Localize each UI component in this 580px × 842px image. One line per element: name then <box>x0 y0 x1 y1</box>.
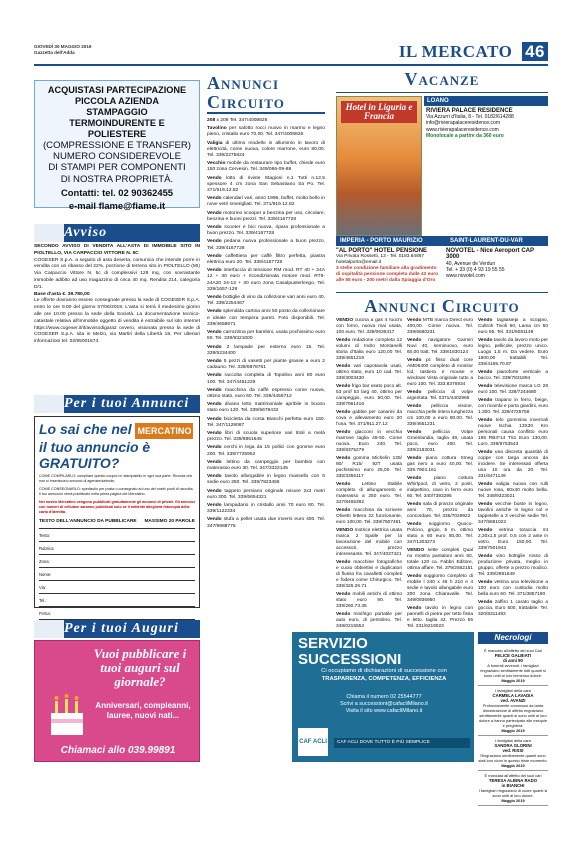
necrologio-age: di anni 90 <box>503 658 523 663</box>
list-item: Vendo zaffiro 1 carato taglio a goccia, Euro 500, trattabile. Tel. 320/8311483 <box>478 600 548 617</box>
heading-line1: Annunci <box>207 73 279 93</box>
list-item: Tavolino per salotto rocci nuovo in marmo e legno pieno, cristallo euro 70,00. Tel. 347/4008826 <box>207 126 325 138</box>
list-item: Vendo bicicletta da corsa Bianchi perfetta euro 150. Tel. 347/1129087 <box>207 416 325 428</box>
loano-bar: LOANO <box>424 96 548 106</box>
servizio-footer: CAF ACLI DOVE TUTTO È PIÙ SEMPLICE <box>334 738 470 748</box>
necrologio-date: Maggio 2019 <box>501 728 525 733</box>
list-item: Vendo tavolo allungabile in legno massello con 6 sedie euro 250. Tel. 339/7823456 <box>207 474 325 486</box>
list-item: Vendo trapano in ferro, beige, con ricambi e porta giardini, euro 1.300. Tel. 339/4725758 <box>478 398 548 415</box>
list-item: Vendo motorino scooper a benzina per uso, circolare, benzina e buoni prezzi. Tel. 339/4167728 <box>207 210 325 222</box>
page-number: 46 <box>522 42 548 61</box>
coupon-field-testo[interactable] <box>39 533 195 542</box>
list-item: Vendo mobili antichi di ottimo stato euro 90. Tel. 339/260.73.35 <box>336 592 402 609</box>
alporto-address: Via Privata Rossetti, 13 - Tel. 0183.64867 <box>336 254 425 259</box>
avviso-title-line: SECONDO AVVISO DI VENDITA ALL'ASTA DI IMMOBILE SITO IN PIOLTELLO, VIA CARPACCIO VITTORE N. 5C <box>34 244 200 256</box>
necrologio-age: ved. RISSI <box>502 748 524 753</box>
acq-line4: TERMOINDURENTE E POLIESTERE <box>69 118 165 139</box>
necrologio-age: ved. AVANZI <box>500 698 526 703</box>
list-item: Vendo tavolo da lavoro moto per legno, pellicole, prezzo unico. Luogo 1,5 m. Da vedere. Euro 1800,00 trattabili Tel. 339/4165.70.87 <box>478 338 548 367</box>
auguri-phone: Chiamaci allo 039.99891 <box>60 745 176 756</box>
field-label: Zona: <box>39 559 50 564</box>
list-item: Vendo tappeto persiano originale misure 2x3 metri euro 300. Tel. 339/6654321 <box>207 488 325 500</box>
servizio-website[interactable]: Visita il sito www.cafacliMilano.it <box>345 708 423 714</box>
list-item: Vendo minifrigo portatile per auto euro, di pentolino. Tel. 348/0215553 <box>336 612 402 628</box>
necrologio-entry <box>478 736 548 771</box>
auguri-headline: Vuoi pubblicare i tuoi auguri sul giornale? <box>93 646 187 689</box>
list-item: VENDO cucina a gas 4 fuochi con forno, nuova mai usata, 100 euro. Tel. 339/0636317 <box>336 318 402 335</box>
list-item: Vendo macchina da scrivere Olivetti lettera 22 funzionante, euro 100,00. Tel. 338/7607461 <box>336 508 402 525</box>
necrologio-age: in BIANCHI <box>501 783 525 788</box>
coupon-field-firma[interactable] <box>39 611 195 620</box>
acq-line3: STAMPAGGIO <box>86 107 148 117</box>
acq-line6: NUMERO CONSIDEREVOLE <box>53 151 181 163</box>
list-item: Vecchio mobile da restaurare tipo buffet, chiede euro 150 zona Cervesin. Tel. 349/066-09-88 <box>207 161 325 173</box>
mercatino-badge: MERCATINO <box>135 423 193 439</box>
coupon-field-tel[interactable] <box>39 598 195 607</box>
necrologio-lead: I famigliari della cara <box>495 738 531 743</box>
annunci-column-1 <box>336 318 402 628</box>
coupon-question <box>39 421 195 439</box>
list-item: Vendo vetrina una televisione a 100 euro con custodia molto bella euro 50. Tel. 371/3857190 <box>478 580 548 597</box>
hotel-label: Hotel in Liguria e Francia <box>341 101 417 123</box>
necrologio-date: Maggio 2019 <box>501 678 525 683</box>
coupon-instructions-1: COME COMPILARLO: compilare questo coupon in stampatello in ogni sua parte. Ricorda che non si inseriscono annunci di agenzie/aziende. <box>39 474 193 483</box>
loano-address: Via Azzurri d'Italia, 8 - Tel. 0182/614288 <box>426 114 514 121</box>
annunci-column-3 <box>478 318 548 628</box>
list-item: Vendo lotto di riviste Stagioni n.1 Tutti n.12.5 spessore 4 cm zona San Sebastiano Sa Po. Tel. 371/919.12.82 <box>207 175 325 194</box>
loano-email[interactable]: info@rivierapalaceresidence.com <box>426 120 500 127</box>
servizio-email[interactable]: Scrivi a successioni@cafacliMilano.it <box>340 701 428 707</box>
list-item: Vendo una discreta quantità di coppe con targa ancora da incidere. Se interessati offerta una 10 ora da 20. Tel. 331/6471149 <box>478 450 548 479</box>
acq-line2: PICCOLA AZIENDA <box>74 96 160 106</box>
issue-date: GIOVEDÌ 30 MAGGIO 2019 <box>34 44 92 49</box>
acq-line7: DI STAMPI PER COMPONENTI <box>48 162 186 174</box>
list-item: Vendo soggiorno Quoco-Polcino, grigio, 5 m. ottimo stato a 60 euro 80,00. Tel. 347/1303273 <box>407 522 473 545</box>
loano-ad <box>426 108 548 139</box>
list-item: Vendo piano cottura Whirlpool, di vetro, 2 posti, inalpettino, cavo in ferro euro 60. Tel. 340/7393295 <box>407 476 473 499</box>
list-item: VENDO motrice elettrica usata marca 2 Spalle per la lavorazione del mobile con accessori, prezzo interessante. Tel. 347/4037421 <box>336 528 402 557</box>
list-item: Vendo MTB marca Direct euro 400,00. Come nuova. Tel. 339/6680231 <box>407 318 473 335</box>
coupon-field-nome[interactable] <box>39 572 195 581</box>
caf-acli-logo: CAF ACLI <box>298 728 328 756</box>
alporto-name: "AL PORTO" HOTEL PENSIONE <box>336 248 428 254</box>
list-item: Vendo interfaccia di tensione RM mod. RT 40 + 24A 12 + 30 euro + ricondizionata motore mod. RT8-24A20 24-13 + 30 euro zona Casalpusterlengo. Tel. 339/1657-128 <box>207 268 325 292</box>
necrologio-name: SANDRA GLORINI <box>494 743 532 748</box>
servizio-lead-bold: TRASPARENZA, COMPETENZA, EFFICIENZA <box>321 675 447 682</box>
list-item: Vendo gomma Michelin 125/ 80/ R15/ 92T usata pochissimo euro 25,00. Tel. 335/3355117 <box>336 456 402 479</box>
necrologio-entry <box>478 646 548 686</box>
coupon-q1: Lo sai che nel <box>39 421 132 437</box>
field-label: Nome: <box>39 572 52 577</box>
acq-line1: ACQUISTASI PARTECIPAZIONE <box>47 85 187 95</box>
section-title <box>399 42 548 62</box>
coupon-q2: il tuo annuncio è GRATUITO? <box>39 439 151 471</box>
list-item: VENDO sette completi Qual no mostra pantaloni anni 50, totale 120 ca. Fabbri Editore, ottima affare. Tel. 379/2562151 <box>407 548 473 571</box>
per-annunci-heading: Per i tuoi Annunci <box>34 395 200 413</box>
loano-promo: Monolocale a partire da 360 euro <box>426 132 504 139</box>
form-max: MASSIMO 20 PAROLE <box>144 519 195 524</box>
list-item: Vendo valigia nuova con rulli nuove rosa, 60x40 molto bella. Tel. 348/9323021 <box>478 482 548 499</box>
heading-text <box>207 74 325 114</box>
alporto-ad <box>336 248 440 284</box>
loano-website[interactable]: www.rivierapalaceresidence.com <box>426 126 499 133</box>
field-label: Firma: <box>39 611 51 616</box>
list-item: Vendo redazione completa 12 volumi di Indro Montanelli storia d'Italia euro 120,00 Tel. 339/4651219 <box>336 338 402 361</box>
form-title: TESTO DELL'ANNUNCIO DA PUBBLICARE <box>39 519 137 524</box>
novotel-phone: Tel. + 33 (0) 4 93 19 55 55 <box>446 266 505 273</box>
list-item: Vendo piano cottura Smeg gas nero a euro 40,00. Tel. 339.7904.161 <box>407 456 473 473</box>
list-item: Vendo 2 lampade per esterno euro 15. Tel. 339/5234400 <box>207 344 325 356</box>
annunci-column-2 <box>407 318 473 628</box>
acq-contact-phone: Contatti: tel. 02 90362455 <box>60 186 174 198</box>
servizio-lead <box>298 668 470 683</box>
annunci-coupon <box>34 416 200 616</box>
list-item: Vendo vecchie buste in legno, tavolini antiche in legno col e tappetelle a 3 vecchie sedie Tel. 347/5681022 <box>478 502 548 525</box>
list-item: Vendo tagliasiepi a scoppio, Cultroh Tivoli 60, Lama cm 50 euro 95. Tel. 331/5081149 <box>478 318 548 335</box>
cake-icon <box>47 689 87 739</box>
auguri-ad <box>34 640 200 762</box>
list-item: Vendo sala di pranzo originale anni 70, prezzo da concordare. Tel. 335/7029922 <box>407 502 473 519</box>
loano-name: RIVIERA PALACE RESIDENCE <box>426 108 513 114</box>
necrologio-text: A funerali avvenuti, i famigliari ringraziano sentitamente tutti quanti si sono uniti al loro immenso dolore. <box>480 663 546 678</box>
right-heading-text: Annunci Circuito <box>336 292 548 316</box>
per-auguri-heading: Per i tuoi Auguri <box>34 620 200 638</box>
list-item: Vendo pelliccia di volpe argentata. Tel. 0371/4402966 <box>407 390 473 401</box>
coupon-field-via[interactable] <box>39 585 195 594</box>
servizio-phone: Chiama il numero 02 25544777 <box>346 694 422 700</box>
necrologio-name: TERESA ALBINA RADO <box>488 778 538 783</box>
novotel-ad <box>446 248 548 279</box>
location-bar <box>336 236 548 246</box>
field-label: Tel.: <box>39 598 47 603</box>
coupon-warning: Nel nostro Mercatino vengono pubblicati gratuitamente gli annunci di privati. Gli annunci con numeri di cellulare saranno pubblicati solo se il mittente allegherà fotocopia della carta d'identità. <box>39 500 195 514</box>
list-item: Vendo navigatore Garmin Nuvi 40, seminuovo, euro 60,00 tratt. Tel. 339/1830124 <box>407 338 473 355</box>
coupon-field-zona[interactable] <box>39 559 195 568</box>
list-item: Vendo lettino da campeggio per bambini con materasso euro 30. Tel. 347/3322145 <box>207 459 325 471</box>
list-item: Vendo soggiorno completo di mobile l 240 x 46 h 210 e 4 sedie e tavolo allungabile euro 200 zona Chiaravalle. Tel. 349/0936950 <box>407 574 473 603</box>
list-item: Vendo pianoforte verticale a bacco. Tel. 339/7831894 <box>478 370 548 381</box>
list-item: Vendo scooter e bici nuova, ripara professionale a buon prezzo. Tel. 339/4167728 <box>207 225 325 237</box>
alporto-promo: 3 stelle condizione familiare alla gradimento di ospitalità pensione completa dalle 42 euro alle 55 euro - 200 metri dalla Spiaggia d'Oro <box>336 266 439 283</box>
novotel-website[interactable]: www.novotel.com <box>446 273 485 280</box>
coupon-instructions-2: COME CONSEGNARLO: spediscilo per posta o consegnalo ad uno dei nostri punti di raccolta. Il tuo annuncio verrà pubblicato nella prima pagina del Mercatino. <box>39 487 194 496</box>
avviso-base-price: Base d'asta €. 39.780,00 <box>34 291 90 297</box>
necrologio-date: Maggio 2019 <box>501 763 525 768</box>
acq-line5: (COMPRESSIONE E TRANSFER) <box>42 140 191 151</box>
necrologio-text: Ringraziano sentitamente quanti sono stati loro vicini in questo triste momento. <box>478 753 548 763</box>
necrologio-lead: È mancato all'affetto dei suoi Cari <box>484 648 542 653</box>
annunci-circuito-right-heading <box>336 292 548 316</box>
list-item: Valigia di ultimo modello in alluminio in tavoro di elettricità, come nuova, colore marrone, euro 80,00. Tel. 339/2275824 <box>207 140 325 159</box>
necrologio-name: CARMELA LAVADIA <box>492 693 534 698</box>
heading-line2: Circuito <box>207 92 285 112</box>
necrologio-lead: È mancata all'affetto dei suoi cari <box>484 773 542 778</box>
necrologio-entry <box>478 686 548 736</box>
list-item: Vendo gabbie per canarini da cova e allevamento euro 20 l'una. Tel. 371/911.27.12 <box>336 410 402 427</box>
list-item: Vendo telo gommina invernali nuove Ischia 13X30 Km personali causa conflitto euro 195 RB4*14 T51 Euro 130,00. Loro. 339/8753543 <box>478 418 548 447</box>
list-item: Vendo pedana nuova professionale a buon prezzo. Tel. 339/4167728 <box>207 239 325 251</box>
list-item: Vendo calendari vari, anno 1995, buffet, molto bello in nove vetri smerigliati. Tel. 371/919.12.82 <box>207 196 325 208</box>
vacanze-rule <box>336 92 548 93</box>
servizio-successioni-ad <box>292 632 474 762</box>
imperia-label: IMPERIA - PORTO MAURIZIO <box>340 238 423 244</box>
section-prefix: IL <box>398 42 417 61</box>
list-item: Vendo bottiglie di vino da collezione vari anni euro 40. Tel. 339/2254467 <box>207 295 325 307</box>
field-label: Rubrica: <box>39 546 55 551</box>
necrologio-text: Profondamente commossi da tanta dimostrazione di affetto ringraziano sentitamente quanti si sono uniti al loro dolore a hanno partecipato alle esequie e preghiera. <box>478 703 548 728</box>
novotel-address: 40, Avenue de Verdun <box>446 260 496 267</box>
section-name: MERCATO <box>421 42 513 61</box>
list-item: Vendo pelliccia visone, macchia pelle intera lunghezza cm 100,00 a euro 80,00. Tel. 339/4651231 <box>407 404 473 427</box>
list-item: Vendo cerchi in lega da 15 pollici con gomme euro 200. Tel. 339/7725952 <box>207 445 325 457</box>
auguri-subtitle: Anniversari, compleanni, lauree, nuovi nati... <box>95 701 191 720</box>
vacanze-title: Vacanze <box>404 69 480 89</box>
avviso-heading: Avviso <box>34 224 200 242</box>
servizio-title-1: SERVIZIO <box>298 635 368 652</box>
hotel-photo <box>336 96 422 236</box>
servizio-title <box>298 636 401 668</box>
acq-line8: DI NOSTRA PROPRIETÀ. <box>60 173 174 185</box>
alporto-email[interactable]: hotelalporto@email.it <box>336 260 382 265</box>
list-item: Vendo vari capotavola usati, ottimo stato, euro 10 cad. Tel. 339/3003430 <box>336 364 402 381</box>
stlaurent-label: SAINT-LAURENT-DU-VAR <box>450 238 523 244</box>
list-item: Vendo vino bottiglie rosso di produzione privata, meglio in gruppo, offerte a prezzo modico. Tel. 339/2981649 <box>478 554 548 577</box>
servizio-lead-text: Ci occupiamo di dichiarazioni di successione con <box>321 668 447 674</box>
necrologio-name: FELICE GALBIATI <box>494 653 532 658</box>
list-item: Vendo splendida cartina anni 50 posto da collezionare e ideale con tempera pareti. Foto disponibili. Tel. 339/4658671 <box>207 309 325 327</box>
list-item: Vendo vetrina toraccia mt 2,20x1,5 prof. 0,5 con 2 ante in vetro. Euro 150,00. Tel. 339/7501943 <box>478 528 548 551</box>
list-item: Vendo Lettino Stabile completo di allungamento e materasso a 250 euro. Tel. 347/8465392 <box>336 482 402 505</box>
list-item: Vendo pelliccia Volpe Groenlandia, taglia 48, usata poco, euro 400. Tel. 339/2183031 <box>407 430 473 453</box>
header-date <box>34 44 194 56</box>
list-item: Vendo tavolo in legno con pannelli di pietra per tetto fissa e letto. taglia 42. Prezzo 55 Tel. 331/6219023 <box>407 606 473 628</box>
servizio-title-2: SUCCESSIONI <box>298 651 402 668</box>
list-item: Vendo pc fisso dual core AMD6400 completo di monitor lcd, tastiera e mouse e windows Vista originale tutto a euro 100. Tel. 333.8376934 <box>407 358 473 387</box>
servizio-contacts <box>298 694 470 715</box>
necrologi-heading: Necrologi <box>478 632 548 644</box>
field-label: Testo: <box>39 533 51 538</box>
necrologio-lead: I famigliari della cara <box>495 688 531 693</box>
acquistasi-ad <box>34 80 200 212</box>
list-item: Vendo giacconi in vecchia marrone taglia 48-50. Come nuova. Euro 240. Tel. 339/8375279 <box>336 430 402 453</box>
list-item: Vendo macchine fotografiche e cuoio obbiettivi e duplicatori di flusso fra cavalletti completi e fodera come Chirurgico. Tel. 339/326.26.71 <box>336 560 402 589</box>
list-item: Vendo macchina da caffè espresso come nuova, ottimo stato, euro 60. Tel. 339/4456712 <box>207 387 325 399</box>
annunci-circuito-heading <box>207 74 325 114</box>
list-item: Vendo lampadario in cristallo anni 70 euro 80. Tel. 339/1122334 <box>207 502 325 515</box>
page-header <box>34 40 548 66</box>
list-item: Vendo libri di scuola superiore vari titoli a metà prezzo. Tel. 339/8861645 <box>207 430 325 443</box>
coupon-field-rubrica[interactable] <box>39 546 195 555</box>
list-item: Vendo frigo bar usato poco alt. 53 prof 53 larg 40, ottimo per campeggio, euro 50,00. Tel. 339/7961416 <box>336 384 402 407</box>
list-item: Vendo divano letto matrimoniale apribile in buono stato euro 120. Tel. 339/5678432 <box>207 402 325 414</box>
field-label: Via: <box>39 585 47 590</box>
avviso-paragraph: COGESER S.p.A. a seguito di asta deserta, comunica che intende porre in vendita con un ribasso del 22%, porzione di terreno sito in PIOLTELLO (MI) Via Carpaccio Vittore N. 5c di complessivi 129 mq, con sovrastante immobile adibito ad uso magazzino di circa 40 mq. Rendita 214, categoria D/1. <box>34 257 200 290</box>
vacanze-heading <box>336 70 548 89</box>
list-item: 208 x 208 Tel. 347/4008826 <box>207 118 268 123</box>
necrologio-date: Maggio 2019 <box>501 798 525 803</box>
paper-name: Gazzetta dell'Adda <box>34 50 75 55</box>
acq-contact-email: e-mail flame@fiame.it <box>68 200 166 212</box>
list-item: Vendo televisione marca LG 28 euro 100. Tel. 339/7244680 <box>478 384 548 395</box>
coupon-form-title <box>39 519 195 529</box>
necrologio-entry <box>478 771 548 806</box>
list-item: Vendo stufa a pellet usata due inverni euro 400. Tel. 347/9988776 <box>207 517 325 529</box>
list-item: Vendo caffettiera per caffè filtro perfetta, piastra elettrica euro 20. Tel. 339/4167728 <box>207 253 325 266</box>
list-item: Vendo 5 pezzi di vasetti per piante grasse a euro 2 cadauno. Tel. 339/8878761 <box>207 358 325 371</box>
necrologio-text: I famigliari ringraziano di cuore quanti si sono uniti al loro dolore. <box>478 788 548 798</box>
list-item: Vendo raccolta completa di Topolino anni 80 euro 100. Tel. 347/4451229 <box>207 373 325 385</box>
necrologi-list <box>478 646 548 806</box>
avviso-body <box>34 244 200 346</box>
novotel-name: NOVOTEL - Nice Aeroport CAP 3000 <box>446 248 534 261</box>
list-item: Vendo carrozzina per bambini, usata pochissimo euro 50. Tel. 339/9321000 <box>207 330 325 342</box>
avviso-paragraph-2: Le offerte dovranno essere consegnate presso la sede di COGESER S.p.A. entro le ore 9.00 del giorno 07/06/2019. L'asta si terrà il medesimo giorno alle ore 10.00 presso la sede della Società. La documentazione tecnico-catastale relativa all'immobile oggetto di vendita è estraibile sul sito internet https://www.cogeser.it/it/avvisodigara2 ovvero, visionata presso la sede di COGESER S.p.A. sita in Melzo, via Martiri della Libertà 18. Per ulteriori informazioni tel. 02/95001674. <box>34 298 200 345</box>
